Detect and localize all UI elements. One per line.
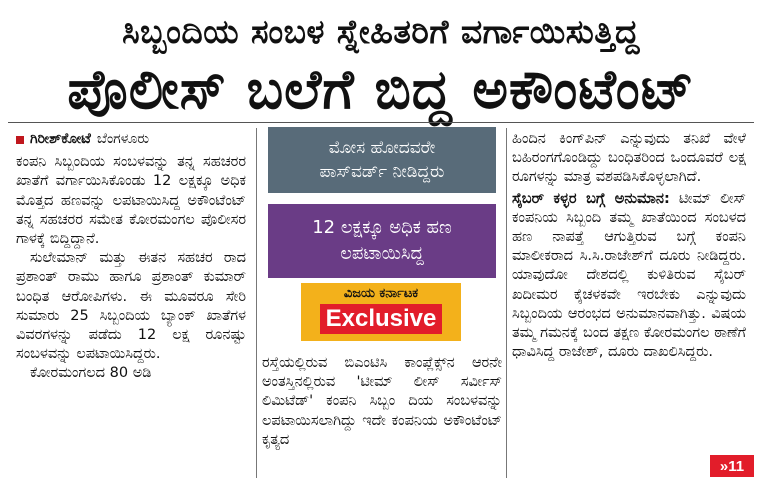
byline-marker-icon — [16, 136, 24, 144]
byline-author: ಗಿರೀಶ್‌ಕೋಟೆ — [30, 131, 91, 147]
logo-exclusive-label: Exclusive — [320, 304, 443, 334]
byline-location: ಬೆಂಗಳೂರು — [96, 131, 150, 147]
left-paragraph-2: ಸುಲೇಮಾನ್ ಮತ್ತು ಈತನ ಸಹಚರ ರಾದ ಪ್ರಶಾಂತ್ ರಾಮು ಹಾಗೂ ಪ್ರಶಾಂತ್ ಕುಮಾರ್ ಬಂಧಿತ ಆರೋಪಿಗಳು. ಈ ಮೂವರೂ ಸೇರಿ ಸುಮಾರು 25 ಸಿಬ್ಬಂದಿಯ ಬ್ಯಾಂಕ್ ಖಾತೆಗಳ ವಿವರಗಳನ್ನು ಪಡೆದು 12 ಲಕ್ಷ ರೂನಷ್ಟು ಸಂಬಳವನ್ನು ಲಪಟಾಯಿಸಿದ್ದರು. — [16, 250, 246, 363]
highlight-box-password-line2: ಪಾಸ್‌ವರ್ಡ್ ನೀಡಿದ್ದರು — [319, 162, 445, 182]
middle-column — [262, 354, 502, 450]
right-paragraph-1: ಹಿಂದಿನ ಕಿಂಗ್‌ಪಿನ್ ಎನ್ನುವುದು ತನಿಖೆ ವೇಳೆ ಬಹಿರಂಗಗೊಂಡಿದ್ದು ಬಂಧಿತರಿಂದ ಒಂದೂವರೆ ಲಕ್ಷ ರೂಗಳನ್ನು ಮಾತ್ರ ವಶಪಡಿಸಿಕೊಳ್ಳಲಾಗಿದೆ. — [512, 131, 746, 186]
continued-page-link[interactable]: »11 — [710, 455, 754, 477]
middle-paragraph: ರಸ್ತೆಯಲ್ಲಿರುವ ಬಿಎಂಟಿಸಿ ಕಾಂಪ್ಲೆಕ್ಸ್‌ನ ಆರನೇ ಅಂತಸ್ತಿನಲ್ಲಿರುವ 'ಟೀಮ್ ಲೀಸ್ ಸರ್ವೀಸ್ ಲಿಮಿಟೆಡ್' ಕಂಪನಿ ಸಿಬ್ಬಂ ದಿಯ ಸಂಬಳವನ್ನು ಲಪಟಾಯಿಸಲಾಗಿದ್ದು ಇದೇ ಕಂಪನಿಯ ಅಕೌಂಟೆಂಟ್ ಕೃತ್ಯದ — [262, 355, 502, 448]
column-divider-right — [506, 128, 507, 478]
right-subhead: ಸೈಬರ್ ಕಳ್ಳರ ಬಗ್ಗೆ ಅನುಮಾನ: — [512, 190, 670, 207]
highlight-box-password — [268, 127, 496, 193]
left-paragraph-1: ಕಂಪನಿ ಸಿಬ್ಬಂದಿಯ ಸಂಬಳವನ್ನು ತನ್ನ ಸಹಚರರ ಖಾತೆಗೆ ವರ್ಗಾಯಿಸಿಕೊಂಡು 12 ಲಕ್ಷಕ್ಕೂ ಅಧಿಕ ಮೊತ್ತದ ಹಣವನ್ನು ಲಪಟಾಯಿಸಿದ್ದ ಅಕೌಂಟೆಂಟ್ ತನ್ನ ಸಹಚರರ ಸಮೇತ ಕೋರಮಂಗಲ ಪೊಲೀಸರ ಗಾಳಕ್ಕೆ ಬಿದ್ದಿದ್ದಾನೆ. — [16, 154, 246, 248]
right-column — [512, 130, 746, 362]
vijay-karnataka-exclusive-logo — [301, 283, 461, 341]
highlight-box-amount-line1: 12 ಲಕ್ಷಕ್ಕೂ ಅಧಿಕ ಹಣ — [312, 217, 452, 238]
column-divider-left — [256, 128, 257, 478]
headline-divider — [8, 122, 754, 123]
byline — [16, 130, 246, 149]
left-column — [16, 130, 246, 384]
left-paragraph-3: ಕೋರಮಂಗಲದ 80 ಅಡಿ — [30, 365, 152, 382]
headline-kicker: ಸಿಬ್ಬಂದಿಯ ಸಂಬಳ ಸ್ನೇಹಿತರಿಗೆ ವರ್ಗಾಯಿಸುತ್ತಿದ್ದ — [122, 12, 640, 51]
logo-brand-name: ವಿಜಯ ಕರ್ನಾಟಕ — [343, 286, 419, 301]
highlight-box-password-line1: ಮೋಸ ಹೋದವರೇ — [328, 138, 436, 158]
right-paragraph-2: ಟೀಮ್ ಲೀಸ್ ಕಂಪನಿಯ ಸಿಬ್ಬಂದಿ ತಮ್ಮ ಖಾತೆಯಿಂದ ಸಂಬಳದ ಹಣ ನಾಪತ್ತೆ ಆಗುತ್ತಿರುವ ಬಗ್ಗೆ ಕಂಪನಿ ಮಾಲೀಕರಾದ ಸಿ.ಸಿ.ರಾಜೇಶ್‌ಗೆ ದೂರು ನೀಡಿದ್ದರು. ಯಾವುದೋ ದೇಶದಲ್ಲಿ ಕುಳಿತಿರುವ ಸೈಬರ್ ಖದೀಮರ ಕೈಚಳಕವೇ ಇರಬೇಕು ಎನ್ನುವುದು ಸಿಬ್ಬಂದಿಯ ಆರಂಭದ ಅನುಮಾನವಾಗಿತ್ತು. ವಿಷಯ ತಮ್ಮ ಗಮನಕ್ಕೆ ಬಂದ ತಕ್ಷಣ ಕೋರಮಂಗಲ ಠಾಣೆಗೆ ಧಾವಿಸಿದ್ದ ರಾಜೇಶ್, ದೂರು ದಾಖಲಿಸಿದ್ದರು. — [512, 190, 746, 361]
headline-main: ಪೊಲೀಸ್ ಬಲೆಗೆ ಬಿದ್ದ ಅಕೌಂಟೆಂಟ್ — [67, 58, 695, 121]
highlight-box-amount-line2: ಲಪಟಾಯಿಸಿದ್ದ — [340, 243, 424, 264]
highlight-box-amount — [268, 204, 496, 278]
